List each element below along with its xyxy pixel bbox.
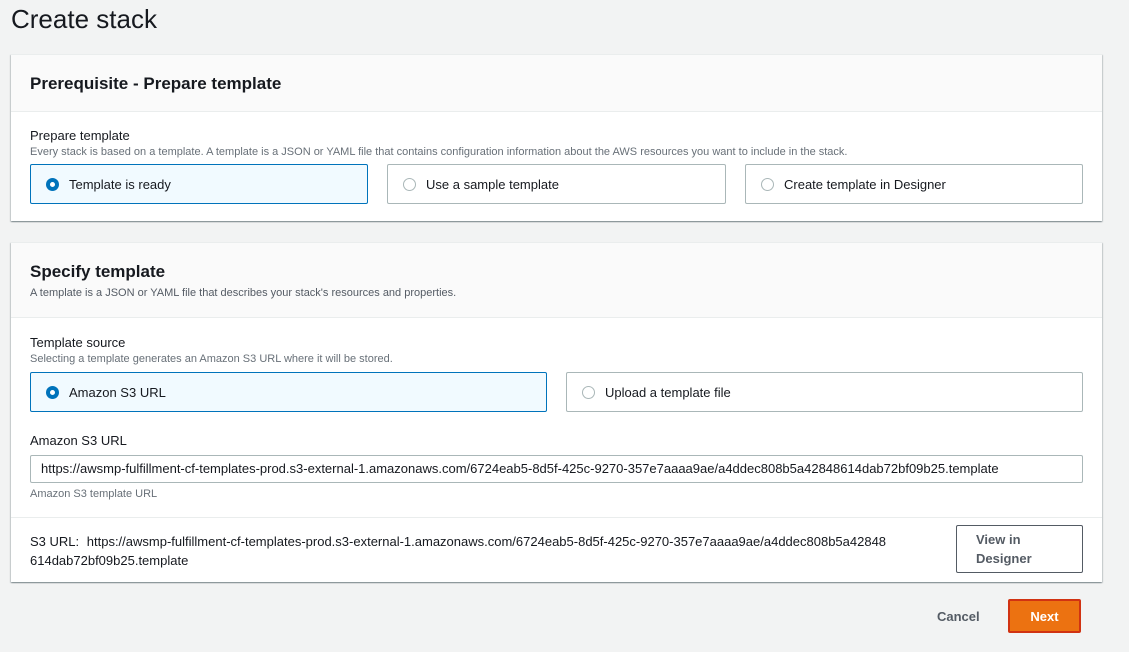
s3-url-footer-line-2: 614dab72bf09b25.template	[30, 553, 189, 568]
option-label: Create template in Designer	[784, 176, 946, 192]
cancel-button[interactable]: Cancel	[937, 609, 980, 624]
option-label: Amazon S3 URL	[69, 384, 166, 400]
option-upload-template-file[interactable]	[566, 372, 1083, 412]
s3-url-footer-label: S3 URL:	[30, 534, 80, 549]
specify-template-panel-title: Specify template	[30, 262, 166, 281]
option-label: Template is ready	[69, 176, 171, 192]
prepare-template-label: Prepare template	[30, 128, 130, 143]
prepare-template-description: Every stack is based on a template. A template is a JSON or YAML file that contains configuration information about the AWS resources you want to include in the stack.	[30, 146, 848, 158]
view-in-designer-label-line-2: Designer	[976, 551, 1032, 566]
template-source-description: Selecting a template generates an Amazon S3 URL where it will be stored.	[30, 353, 393, 365]
radio-selected-icon	[46, 178, 59, 191]
amazon-s3-url-label: Amazon S3 URL	[30, 433, 127, 448]
option-amazon-s3-url[interactable]	[30, 372, 547, 412]
s3-url-footer-value: https://awsmp-fulfillment-cf-templates-prod.s3-external-1.amazonaws.com/6724eab5-8d5f-425c-9270-357e7aaaa9ae/a4ddec808b5a42848	[86, 534, 887, 549]
radio-unselected-icon	[403, 178, 416, 191]
specify-template-panel-description: A template is a JSON or YAML file that describes your stack's resources and properties.	[30, 287, 457, 299]
specify-template-panel-header	[11, 243, 1102, 318]
specify-template-panel	[11, 242, 1102, 582]
s3-url-footer	[30, 532, 950, 570]
option-template-is-ready[interactable]	[30, 164, 368, 204]
amazon-s3-url-hint: Amazon S3 template URL	[30, 488, 158, 500]
option-create-in-designer[interactable]	[745, 164, 1083, 204]
radio-unselected-icon	[761, 178, 774, 191]
page-title: Create stack	[11, 4, 157, 34]
view-in-designer-label-line-1: View in	[976, 532, 1021, 547]
s3-url-footer-divider	[11, 517, 1102, 518]
option-label: Use a sample template	[426, 176, 559, 192]
radio-unselected-icon	[582, 386, 595, 399]
prepare-template-panel	[11, 54, 1102, 221]
option-use-sample-template[interactable]	[387, 164, 726, 204]
template-source-label: Template source	[30, 335, 126, 350]
s3-url-footer-line-1	[30, 532, 950, 551]
prepare-template-panel-title: Prerequisite - Prepare template	[30, 74, 282, 93]
option-label: Upload a template file	[605, 384, 731, 400]
next-button[interactable]: Next	[1008, 599, 1081, 633]
amazon-s3-url-input[interactable]: https://awsmp-fulfillment-cf-templates-prod.s3-external-1.amazonaws.com/6724eab5-8d5f-425c-9270-357e7aaaa9ae/a4ddec808b5a42848614dab72bf09b25.template	[30, 455, 1083, 483]
prepare-template-panel-header	[11, 55, 1102, 112]
view-in-designer-button[interactable]	[956, 525, 1083, 573]
radio-selected-icon	[46, 386, 59, 399]
